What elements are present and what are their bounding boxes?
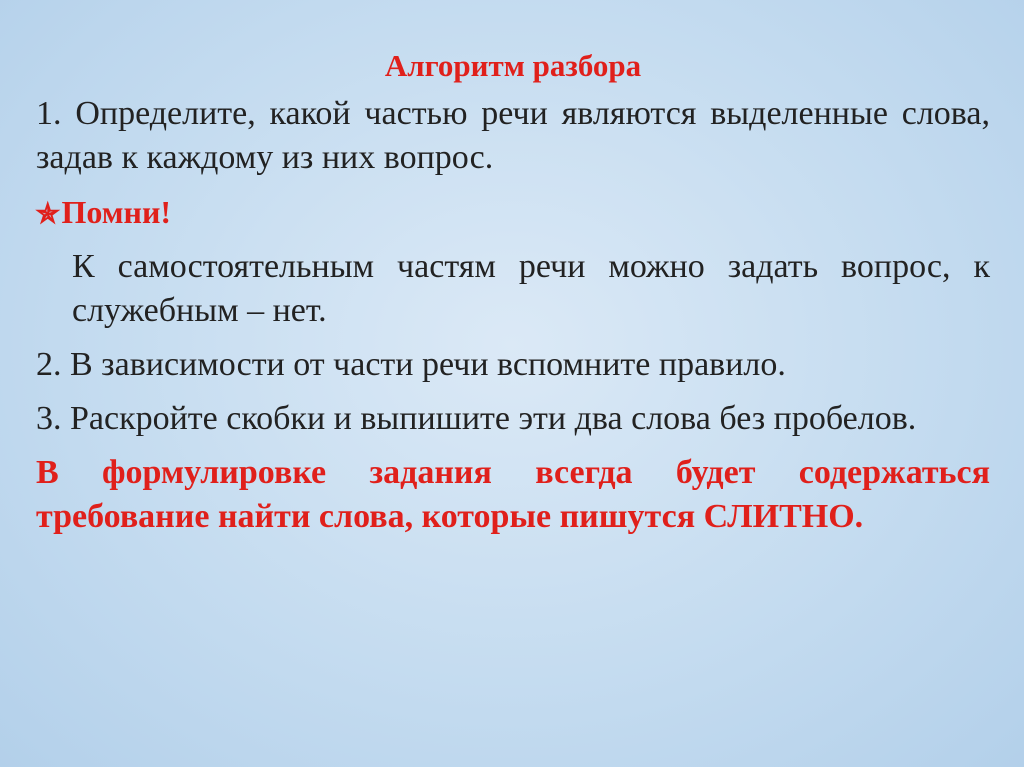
remember-heading: [36, 190, 990, 237]
remember-text: К самостоятельным частям речи можно задать вопрос, к служебным – нет.: [72, 248, 990, 329]
star-icon: ✯: [36, 199, 60, 230]
step-1: 1. Определите, какой частью речи являются выделенные слова, задав к каждому из них вопрос.: [36, 95, 990, 176]
step-3: 3. Раскройте скобки и выпишите эти два слова без пробелов.: [36, 400, 917, 437]
slide-title: Алгоритм разбора: [384, 48, 642, 83]
important-note: В формулировке задания всегда будет содержаться требование найти слова, которые пишутся СЛИТНО.: [36, 454, 990, 535]
remember-label: Помни!: [61, 194, 172, 230]
step-2: 2. В зависимости от части речи вспомните правило.: [36, 346, 786, 383]
slide-content: [36, 44, 990, 539]
